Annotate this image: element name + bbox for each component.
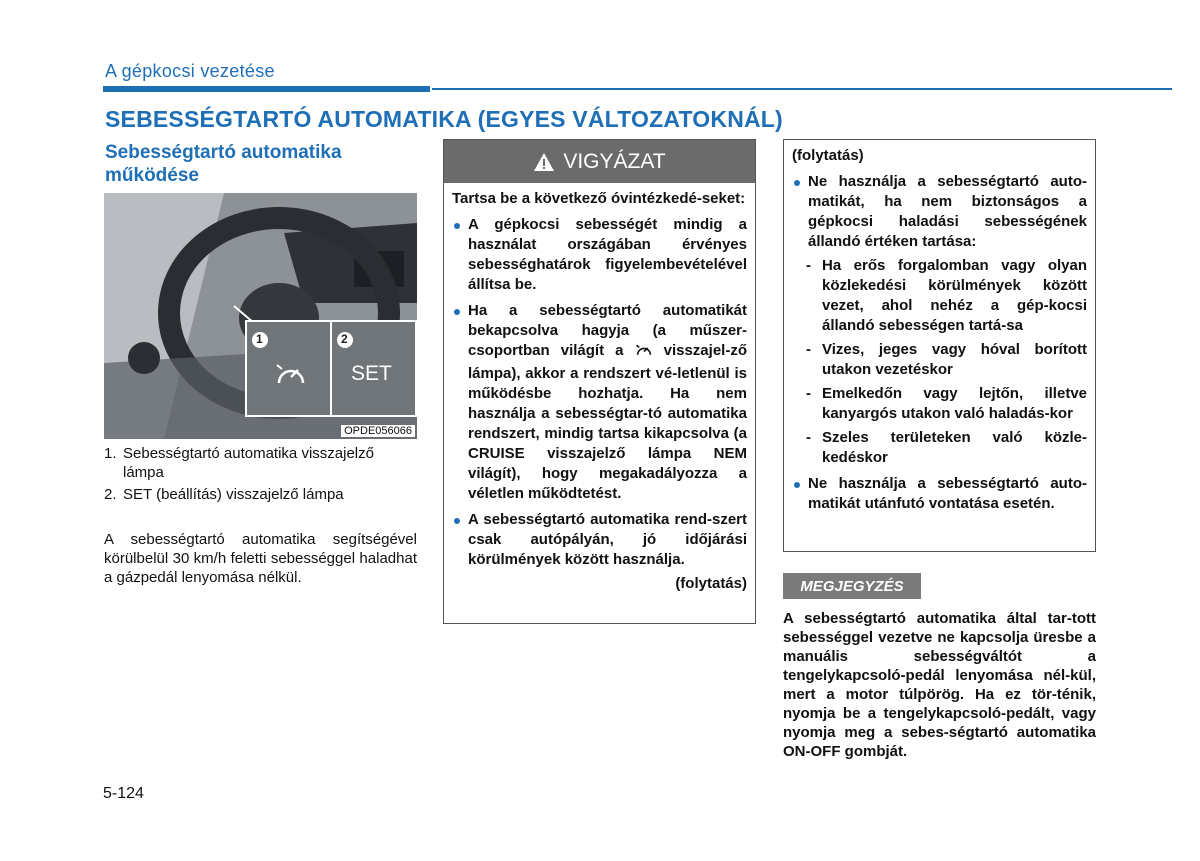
warning-box [443, 139, 756, 624]
dash-text: Ha erős forgalomban vagy olyan közlekedési körülmények között vezet, ahol nehéz a gép-kocsi állandó sebességen tartá-sa [822, 257, 1087, 334]
warning-intro: Tartsa be a következő óvintézkedé-seket: [452, 190, 746, 207]
bullet-dot [454, 309, 460, 315]
page-title: SEBESSÉGTARTÓ AUTOMATIKA (EGYES VÁLTOZATOKNÁL) [105, 106, 783, 132]
bullet-dot [794, 482, 800, 488]
callout-1: 1 [256, 332, 263, 346]
image-code: OPDE056066 [341, 425, 415, 437]
callout-2: 2 [341, 332, 348, 346]
dash-text: Szeles területeken való közle-kedéskor [822, 429, 1087, 466]
dash-item: - Szeles területeken való közle-kedéskor [806, 429, 1087, 466]
dash-item: - Emelkedőn vagy lejtőn, illetve kanyargós utakon való haladás-kor [806, 385, 1087, 422]
bullet-dot [454, 223, 460, 229]
dash-text: Emelkedőn vagy lejtőn, illetve kanyargós utakon való haladás-kor [822, 385, 1087, 422]
page-number: 5-124 [103, 785, 144, 802]
bullet-text: Ne használja a sebességtartó auto-matikát, ha nem biztonságos a gépkocsi haladási sebességének állandó értéken tartása: [808, 173, 1087, 250]
subheading: Sebességtartó automatika működése [105, 142, 342, 186]
bullet-text: A gépkocsi sebességét mindig a használat országában érvényes sebességhatárok figyelembevételével állítsa be. [468, 216, 747, 293]
bullet-text: Ne használja a sebességtartó auto-matikát utánfutó vontatása esetén. [808, 475, 1087, 512]
warning-bullet [452, 215, 747, 295]
cruise-indicator-icon [274, 359, 308, 394]
list-number: 2. [104, 486, 117, 503]
list-text: Sebességtartó automatika visszajelző lámpa [123, 445, 374, 481]
list-item [104, 485, 417, 504]
continuation-label: (folytatás) [792, 147, 864, 164]
warning-title: VIGYÁZAT [563, 149, 666, 173]
body-paragraph: A sebességtartó automatika segítségével körülbelül 30 km/h feletti sebességgel haladhat a gázpedál lenyomása nélkül. [104, 531, 417, 586]
section-title: A gépkocsi vezetése [105, 61, 275, 81]
continuation-box [783, 139, 1096, 552]
dash-item: - Ha erős forgalomban vagy olyan közlekedési körülmények között vezet, ahol nehéz a gép-kocsi állandó sebességen tartá-sa [806, 257, 1087, 334]
bullet-text: visszajel-ző lámpa), akkor a rendszert vé-letlenül is működésbe hozhatja. Ha nem használja a sebességtar-tó automatika rendszert, mindig tartsa kikapcsolva (a CRUISE visszajelző lámpa NEM világít), hogy megakadályozza a véletlen működtetést. [468, 342, 747, 502]
cruise-indicator-icon [635, 342, 653, 364]
bullet-text: Ha a sebességtartó automatikát bekapcsolva hagyja (a műszer-csoportban világít a [468, 302, 747, 359]
dash-item: - Vizes, jeges vagy hóval borított utakon vezetéskor [806, 341, 1087, 378]
list-item [104, 444, 417, 482]
header-rule-thin [432, 88, 1172, 90]
note-tag: MEGJEGYZÉS [783, 573, 921, 599]
dashboard-illustration [104, 193, 417, 439]
warning-bullet [452, 301, 747, 504]
dash-text: Vizes, jeges vagy hóval borított utakon vezetéskor [822, 341, 1087, 378]
continuation-bullet [792, 474, 1087, 514]
bullet-dot [454, 518, 460, 524]
dashboard-photo [104, 193, 417, 439]
warning-bullet [452, 510, 747, 570]
warning-header [444, 140, 755, 183]
header-rule-thick [103, 86, 430, 92]
bullet-dot [794, 180, 800, 186]
note-text: A sebességtartó automatika által tar-tott sebességgel vezetve ne kapcsolja üresbe a manuális sebességváltót a tengelykapcsoló-pedál lenyomása nél-kül, mert a motor túlpörög. Ha ez tör-ténik, nyomja be a tengelykapcsoló-pedált, vagy nyomja meg a sebes-ségtartó automatika ON-OFF gombját. [783, 610, 1096, 760]
continuation-bullet [792, 172, 1087, 252]
warning-triangle-icon [533, 152, 555, 172]
bullet-text: A sebességtartó automatika rend-szert csak autópályán, jó időjárási körülmények között használja. [468, 511, 747, 568]
list-text: SET (beállítás) visszajelző lámpa [123, 486, 344, 503]
list-number: 1. [104, 445, 117, 462]
set-label: SET [351, 362, 392, 385]
continued-label: (folytatás) [675, 575, 747, 592]
